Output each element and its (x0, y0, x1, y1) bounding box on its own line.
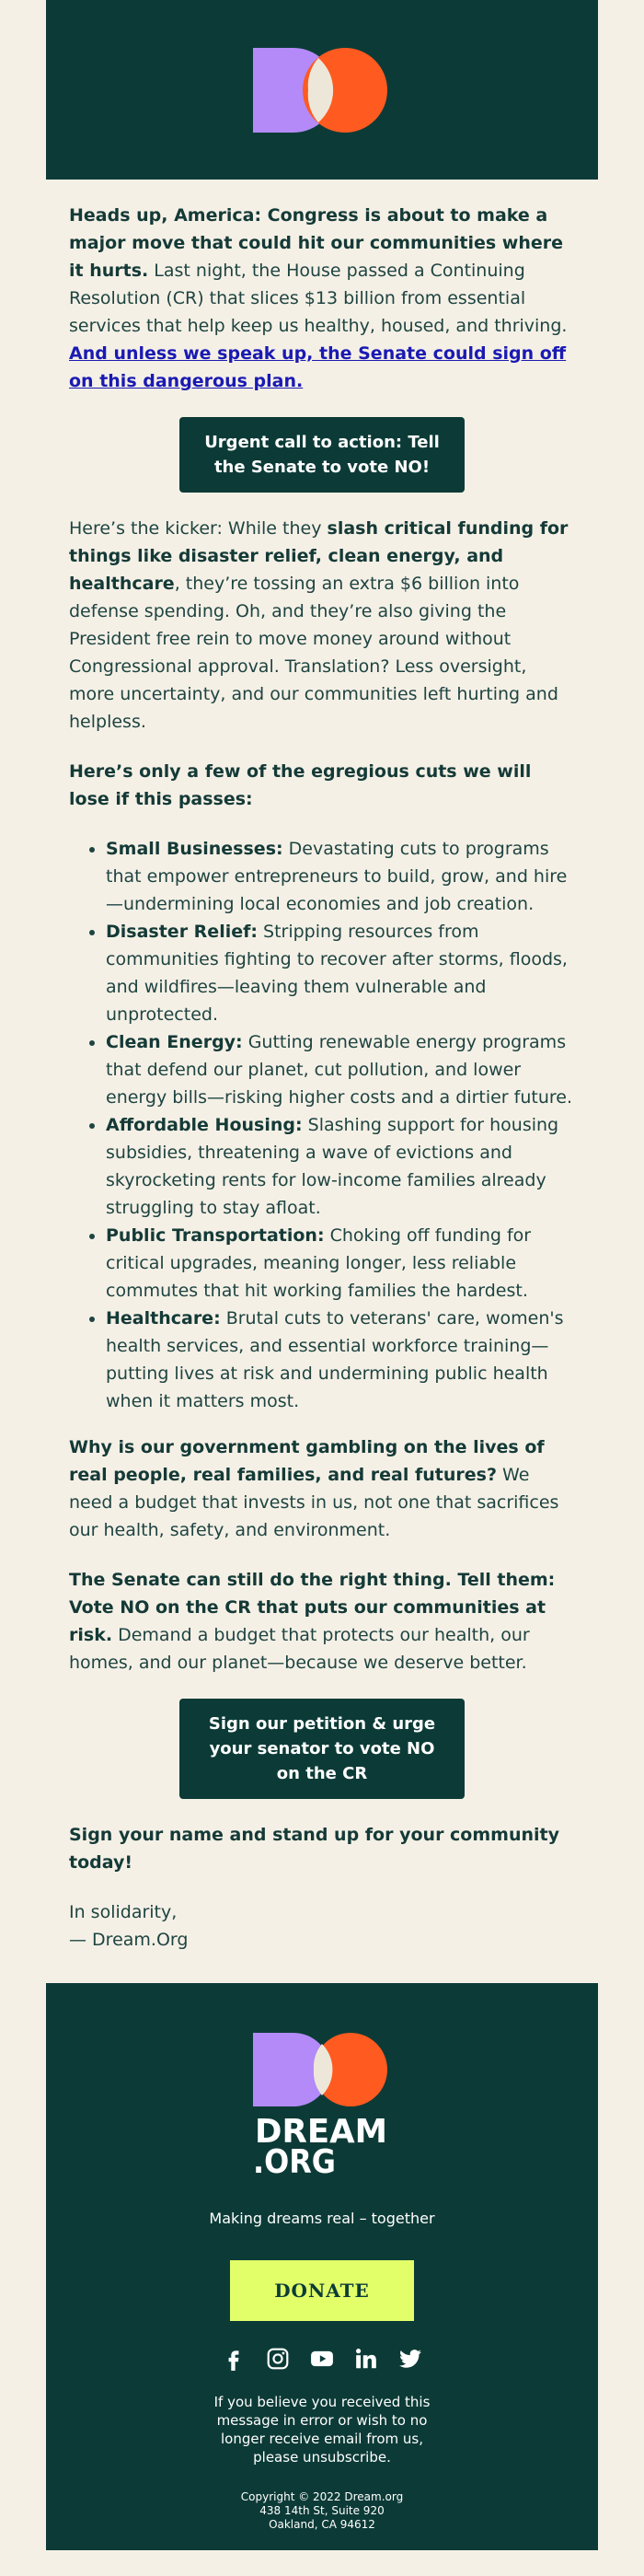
list-item (106, 1222, 575, 1305)
cta-wrapper (69, 1699, 575, 1799)
dream-org-logo-icon (253, 44, 391, 136)
urgent-action-button[interactable]: Urgent call to action: Tell the Senate to vote NO! (179, 417, 465, 493)
copyright: Copyright © 2022 Dream.org (240, 2490, 404, 2503)
kicker-pre: Here’s the kicker: While they (69, 518, 328, 539)
intro-text: Last night, the House passed a Continuing Resolution (CR) that slices $13 billion from essential services that help keep us healthy, housed, and thriving. (69, 261, 568, 336)
email-container (46, 0, 598, 2550)
list-item (106, 1111, 575, 1222)
list-item (106, 835, 575, 918)
cut-text: Stripping resources from communities fighting to recover after storms, floods, and wildfires—leaving them vulnerable and unprotected. (106, 922, 568, 1025)
unsubscribe-text[interactable]: If you believe you received this message in error or wish to no longer receive email from us, please unsubscribe. (213, 2394, 431, 2466)
list-item (106, 1028, 575, 1111)
intro-link[interactable]: And unless we speak up, the Senate could sign off on this dangerous plan. (69, 343, 567, 391)
donate-button[interactable]: DONATE (230, 2260, 414, 2321)
footer-logo-text-1: DREAM (255, 2113, 387, 2151)
cut-text: Choking off funding for critical upgrades, meaning longer, less reliable commutes that hit working families the hardest. (106, 1225, 532, 1301)
cut-title: Public Transportation: (106, 1225, 325, 1246)
footer-logo-text-2: .ORG (253, 2143, 336, 2176)
senate-text: Demand a budget that protects our health, our homes, and our planet—because we deserve better. (69, 1625, 530, 1673)
cuts-list (69, 835, 575, 1415)
list-item (106, 918, 575, 1028)
kicker-bold: slash critical funding for things like disaster relief, clean energy, and healthcare (69, 518, 569, 594)
petition-button[interactable]: Sign our petition & urge your senator to vote NO on the CR (179, 1699, 465, 1799)
cut-text: Slashing support for housing subsidies, threatening a wave of evictions and skyrocketing rents for low-income families already struggling to stay afloat. (106, 1115, 559, 1218)
footer (46, 1983, 598, 2550)
cut-text: Gutting renewable energy programs that defend our planet, cut pollution, and lower energy bills—risking higher costs and a dirtier future. (106, 1032, 573, 1108)
signoff-line1: In solidarity, (69, 1902, 178, 1922)
address-line2: Oakland, CA 94612 (269, 2518, 375, 2531)
list-item (106, 1305, 575, 1415)
twitter-icon[interactable] (398, 2347, 422, 2371)
cut-title: Clean Energy: (106, 1032, 243, 1052)
cut-title: Small Businesses: (106, 839, 283, 859)
signoff (69, 1898, 575, 1954)
cta-wrapper (69, 417, 575, 493)
signoff-line2: — Dream.Org (69, 1930, 189, 1950)
senate-bold: The Senate can still do the right thing. Tell them: Vote NO on the CR that puts our communities at risk. (69, 1570, 556, 1645)
sign-heading: Sign your name and stand up for your community today! (69, 1825, 559, 1873)
kicker-paragraph (69, 515, 575, 736)
intro-bold: Heads up, America: Congress is about to make a major move that could hit our communities where it hurts. (69, 205, 564, 281)
cut-title: Affordable Housing: (106, 1115, 303, 1135)
dream-org-footer-logo-icon (253, 2029, 391, 2176)
gamble-paragraph (69, 1433, 575, 1544)
social-links (83, 2347, 561, 2371)
cuts-heading: Here’s only a few of the egregious cuts we will lose if this passes: (69, 761, 532, 809)
linkedin-icon[interactable] (354, 2347, 378, 2371)
address-line1: 438 14th St, Suite 920 (259, 2504, 385, 2517)
gamble-text: We need a budget that invests in us, not one that sacrifices our health, safety, and environment. (69, 1465, 559, 1540)
cut-title: Healthcare: (106, 1308, 221, 1329)
facebook-icon[interactable] (222, 2347, 246, 2371)
hero-banner (46, 0, 598, 180)
instagram-icon[interactable] (266, 2347, 290, 2371)
youtube-icon[interactable] (310, 2347, 334, 2371)
intro-paragraph (69, 202, 575, 395)
cut-title: Disaster Relief: (106, 922, 258, 942)
senate-paragraph (69, 1566, 575, 1677)
tagline: Making dreams real – together (209, 2210, 435, 2227)
address-block (83, 2490, 561, 2532)
cut-text: Brutal cuts to veterans' care, women's health services, and essential workforce training—putting lives at risk and undermining public health when it matters most. (106, 1308, 564, 1411)
gamble-bold: Why is our government gambling on the lives of real people, real families, and real futures? (69, 1437, 545, 1485)
email-body (46, 180, 598, 1983)
cut-text: Devastating cuts to programs that empower entrepreneurs to build, grow, and hire—undermining local economies and job creation. (106, 839, 568, 914)
kicker-post: , they’re tossing an extra $6 billion into defense spending. Oh, and they’re also giving the President free rein to move money around without Congressional approval. Translation? Less oversight, more uncertainty, and our communities left hurting and helpless. (69, 574, 558, 732)
